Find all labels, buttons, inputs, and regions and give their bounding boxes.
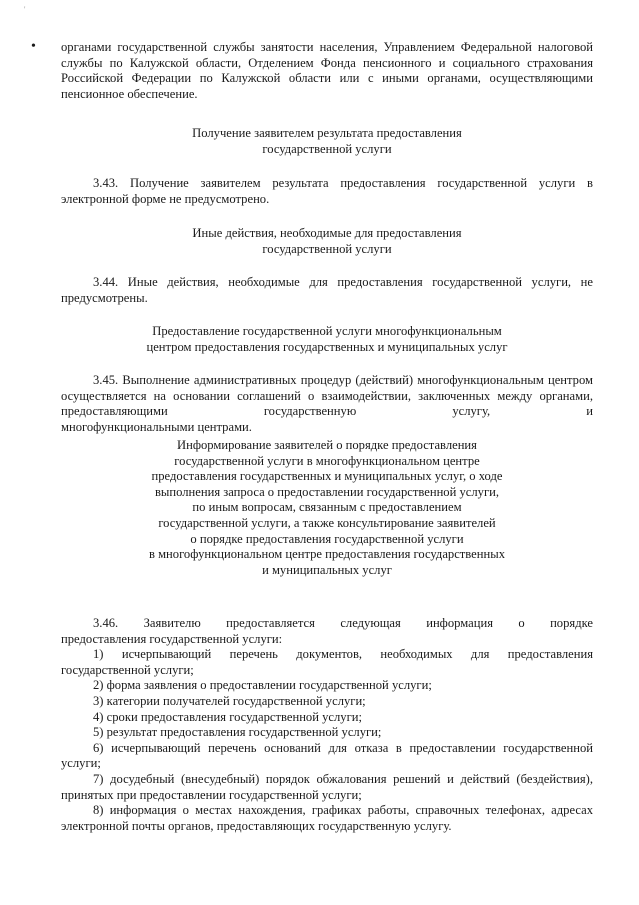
paragraph-3-45	[61, 373, 593, 435]
list-item-4: 4) сроки предоставления государственной услуги;	[93, 709, 362, 724]
list-item-1: 1) исчерпывающий перечень документов, необходимых для предоставления государственной услуги;	[61, 647, 593, 677]
heading-line: предоставления государственных и муниципальных услуг, о ходе	[151, 469, 503, 484]
heading-receipt-result	[61, 126, 593, 157]
paragraph-3-46-line2: предоставления государственной услуги:	[61, 631, 283, 646]
heading-line: государственной услуги, а также консультирование заявителей	[158, 515, 496, 530]
paragraph-3-46-line1: 3.46. Заявителю предоставляется следующая информация о порядке	[93, 616, 593, 630]
heading-line: о порядке предоставления государственной услуги	[190, 531, 464, 546]
heading-mfc-service	[61, 324, 593, 355]
list-item-6: 6) исчерпывающий перечень оснований для отказа в предоставлении государственной услуги;	[61, 740, 593, 771]
paragraph-3-44: 3.44. Иные действия, необходимые для предоставления государственной услуги, не предусмотрены.	[61, 275, 593, 305]
list-item-3: 3) категории получателей государственной услуги;	[93, 693, 366, 708]
heading-line: Информирование заявителей о порядке предоставления	[177, 438, 477, 452]
heading-line: по иным вопросам, связанным с предоставлением	[192, 500, 462, 515]
heading-line: Иные действия, необходимые для предоставления	[192, 226, 462, 240]
heading-line: Получение заявителем результата предоставления	[192, 126, 462, 140]
heading-line: государственной услуги в многофункциональном центре	[174, 453, 480, 468]
list-item-8: 8) информация о местах нахождения, графиках работы, справочных телефонах, адресах электронной почты органов, предоставляющих государственную услугу.	[61, 803, 593, 833]
heading-line: государственной услуги	[262, 241, 392, 256]
paragraph-3-45-end: многофункциональными центрами.	[61, 419, 252, 434]
scan-mark: '	[24, 5, 26, 14]
intro-paragraph: органами государственной службы занятости населения, Управлением Федеральной налоговой службы по Калужской области, Отделением Фонда пенсионного и социального страхования Российской Федерации по Калужской области или с иными органами, осуществляющими пенсионное обеспечение.	[61, 40, 593, 101]
list-item-7: 7) досудебный (внесудебный) порядок обжалования решений и действий (бездействия), принятых при предоставлении государственной услуги;	[61, 771, 593, 802]
paragraph-3-45-main: 3.45. Выполнение административных процедур (действий) многофункциональным центром осуществляется на основании соглашений о взаимодействии, заключенных между органами, предоставляющими государственную услугу, и	[61, 373, 593, 419]
list-item-5: 5) результат предоставления государственной услуги;	[93, 725, 382, 740]
heading-line: центром предоставления государственных и муниципальных услуг	[146, 339, 508, 354]
heading-other-actions	[61, 226, 593, 257]
heading-line: и муниципальных услуг	[262, 562, 392, 577]
heading-line: государственной услуги	[262, 141, 392, 156]
heading-line: Предоставление государственной услуги многофункциональным	[152, 324, 502, 338]
heading-line: выполнения запроса о предоставлении государственной услуги,	[154, 484, 500, 499]
paragraph-3-43: 3.43. Получение заявителем результата предоставления государственной услуги в электронной форме не предусмотрено.	[61, 176, 593, 206]
margin-bullet: •	[31, 39, 36, 54]
list-item-2: 2) форма заявления о предоставлении государственной услуги;	[93, 678, 432, 693]
paragraph-3-46	[61, 616, 593, 834]
heading-mfc-informing	[61, 438, 593, 578]
heading-line: в многофункциональном центре предоставления государственных	[148, 547, 506, 562]
